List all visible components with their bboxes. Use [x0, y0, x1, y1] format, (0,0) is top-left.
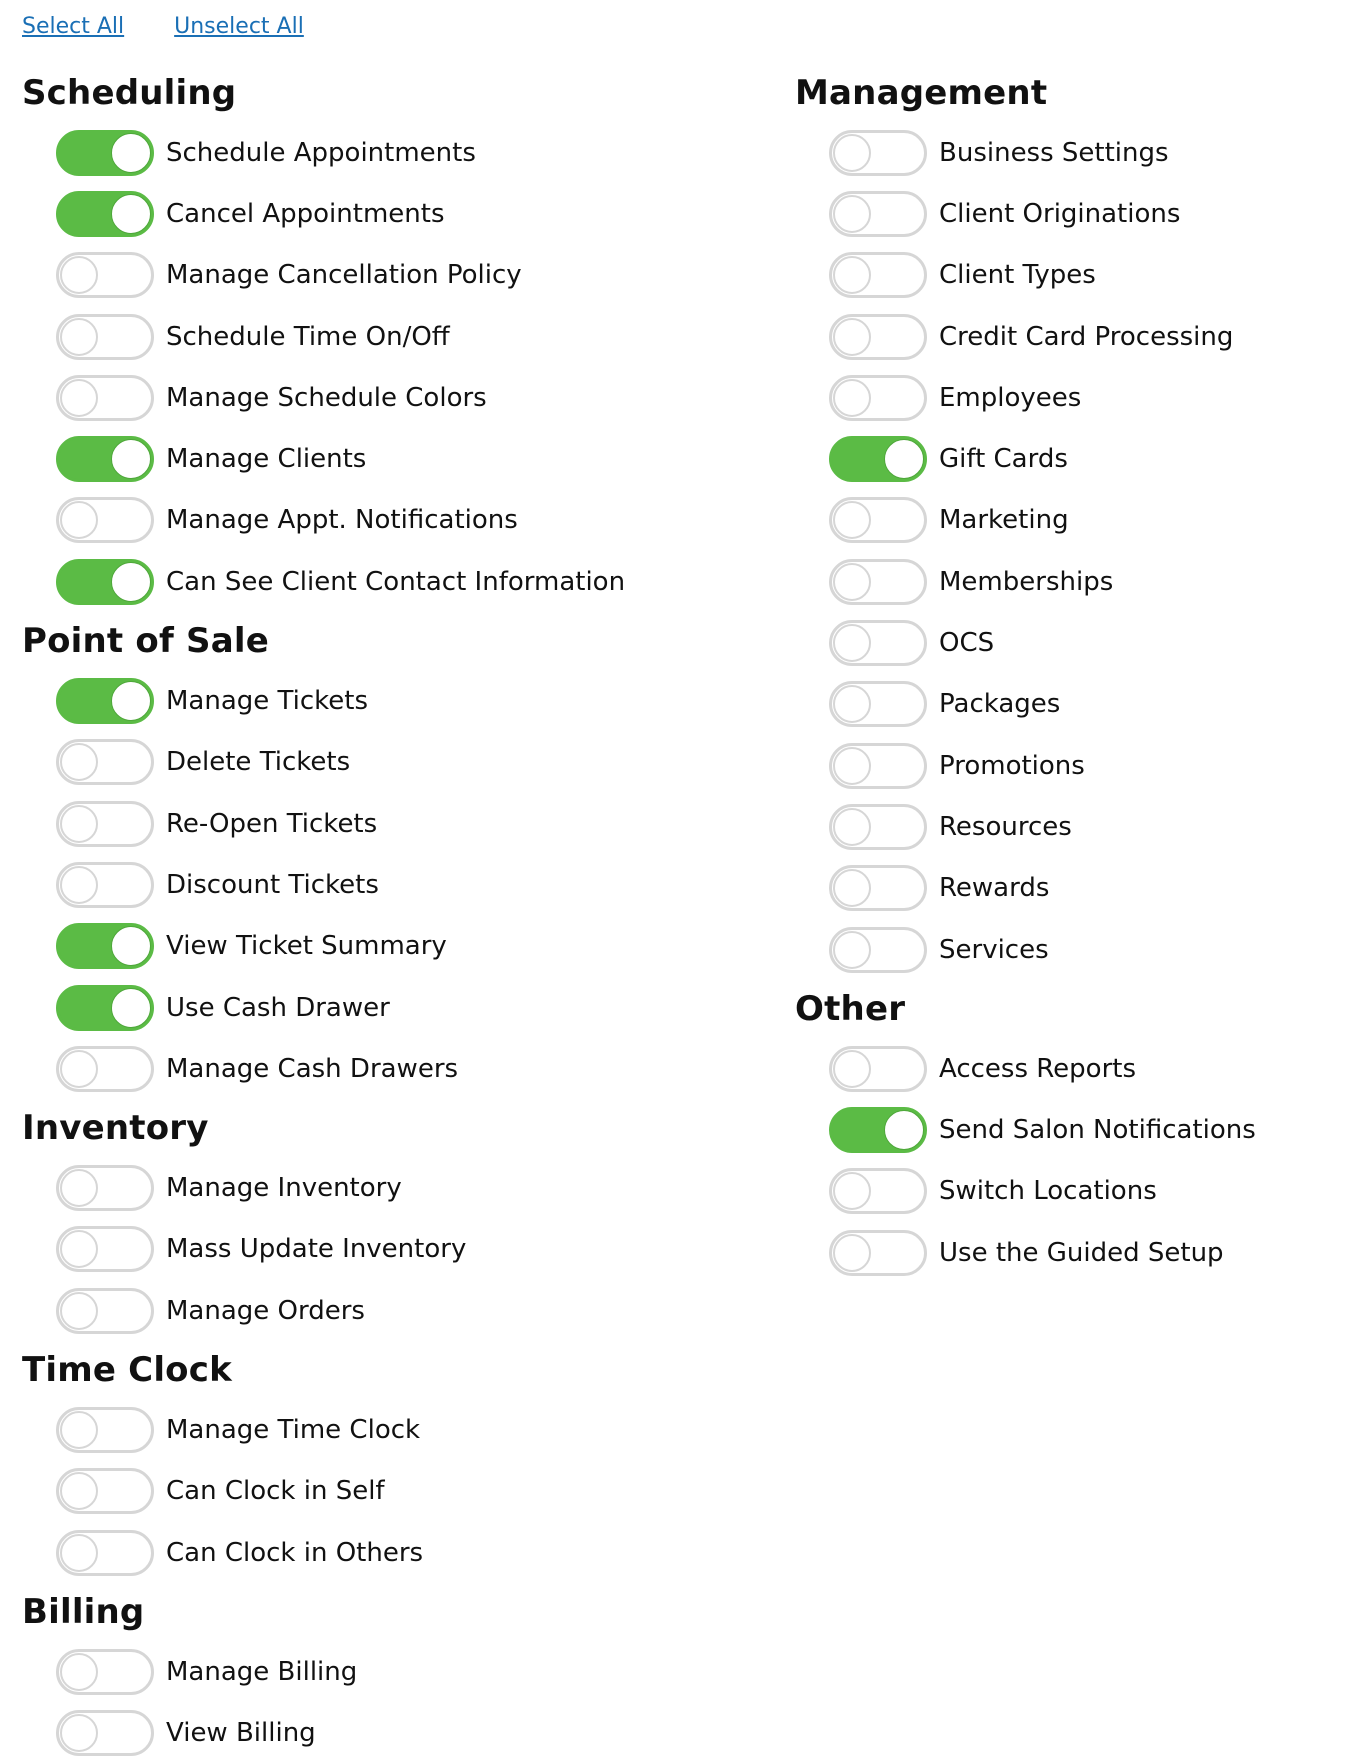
- toggle-knob: [833, 624, 871, 662]
- permission-row-manage-billing: [22, 1641, 762, 1702]
- toggle-switch[interactable]: [56, 130, 154, 176]
- permission-row-can-clock-in-others: [22, 1522, 762, 1583]
- permission-label: Resources: [939, 811, 1072, 842]
- permission-label: Send Salon Notifications: [939, 1115, 1256, 1146]
- permission-label: Promotions: [939, 750, 1085, 781]
- permission-row-ocs: [795, 612, 1355, 673]
- toggle-knob: [60, 1292, 98, 1330]
- toggle-knob: [833, 685, 871, 723]
- section-title: Scheduling: [22, 73, 237, 113]
- permission-row-manage-cancellation-policy: [22, 245, 762, 306]
- toggle-knob: [833, 379, 871, 417]
- toggle-knob: [60, 379, 98, 417]
- toggle-switch[interactable]: [56, 314, 154, 360]
- permission-row-manage-clients: [22, 428, 762, 489]
- toggle-knob: [833, 1172, 871, 1210]
- permission-row-re-open-tickets: [22, 793, 762, 854]
- section-title: Point of Sale: [22, 621, 269, 662]
- toggle-switch[interactable]: [829, 1168, 927, 1214]
- toggle-knob: [833, 931, 871, 969]
- toggle-switch[interactable]: [56, 678, 154, 724]
- permission-row-manage-inventory: [22, 1157, 762, 1218]
- permission-label: Manage Time Clock: [166, 1414, 421, 1445]
- permission-label: Schedule Appointments: [166, 137, 476, 168]
- permission-label: Manage Schedule Colors: [166, 382, 487, 413]
- permission-row-use-cash-drawer: [22, 977, 762, 1038]
- permission-row-employees: [795, 367, 1355, 428]
- toggle-switch[interactable]: [829, 252, 927, 298]
- toggle-knob: [60, 1714, 98, 1752]
- toggle-knob: [60, 318, 98, 356]
- permission-row-use-the-guided-setup: [795, 1222, 1355, 1283]
- toggle-switch[interactable]: [829, 559, 927, 605]
- permission-label: Re-Open Tickets: [166, 808, 378, 839]
- unselect-all-link[interactable]: Unselect All: [174, 14, 304, 39]
- toggle-knob: [833, 563, 871, 601]
- permission-row-rewards: [795, 858, 1355, 919]
- toggle-knob: [60, 1411, 98, 1449]
- permission-label: Services: [939, 934, 1049, 965]
- section-title: Billing: [22, 1592, 145, 1633]
- permission-label: Manage Billing: [166, 1656, 358, 1687]
- toggle-switch[interactable]: [56, 1165, 154, 1211]
- permission-label: Manage Orders: [166, 1295, 365, 1326]
- permission-label: Marketing: [939, 505, 1069, 536]
- toggle-knob: [112, 682, 150, 720]
- toggle-knob: [833, 747, 871, 785]
- permission-label: Delete Tickets: [166, 747, 351, 778]
- permission-row-manage-tickets: [22, 670, 762, 731]
- permission-row-schedule-time-on-off: [22, 306, 762, 367]
- toggle-switch[interactable]: [56, 801, 154, 847]
- toggle-switch[interactable]: [56, 436, 154, 482]
- toggle-knob: [60, 501, 98, 539]
- toggle-switch[interactable]: [829, 436, 927, 482]
- toggle-knob: [833, 808, 871, 846]
- toggle-knob: [60, 866, 98, 904]
- toggle-switch[interactable]: [56, 1046, 154, 1092]
- toggle-knob: [112, 989, 150, 1027]
- toggle-knob: [60, 1534, 98, 1572]
- section-time-clock: [22, 1341, 762, 1583]
- toggle-switch[interactable]: [56, 252, 154, 298]
- permission-label: Manage Tickets: [166, 686, 369, 717]
- permission-row-view-billing: [22, 1703, 762, 1764]
- toggle-switch[interactable]: [56, 862, 154, 908]
- permission-row-mass-update-inventory: [22, 1219, 762, 1280]
- toggle-knob: [112, 563, 150, 601]
- permission-row-discount-tickets: [22, 854, 762, 915]
- permission-label: Can See Client Contact Information: [166, 566, 626, 597]
- toggle-switch[interactable]: [829, 927, 927, 973]
- toggle-knob: [60, 743, 98, 781]
- toggle-switch[interactable]: [56, 1226, 154, 1272]
- toggle-knob: [60, 256, 98, 294]
- toggle-switch[interactable]: [829, 130, 927, 176]
- permission-row-marketing: [795, 490, 1355, 551]
- toggle-switch[interactable]: [829, 681, 927, 727]
- permission-label: Can Clock in Self: [166, 1476, 385, 1507]
- section-title: Other: [795, 989, 906, 1030]
- section-other: [795, 980, 1355, 1283]
- toggle-switch[interactable]: [829, 1107, 927, 1153]
- toggle-knob: [60, 805, 98, 843]
- toggle-switch[interactable]: [829, 375, 927, 421]
- section-billing: [22, 1583, 762, 1764]
- toggle-knob: [112, 440, 150, 478]
- toggle-knob: [112, 134, 150, 172]
- permission-row-promotions: [795, 735, 1355, 796]
- section-title: Time Clock: [22, 1350, 232, 1391]
- selection-links: [22, 12, 304, 42]
- toggle-switch[interactable]: [56, 1710, 154, 1756]
- permission-label: Schedule Time On/Off: [166, 321, 450, 352]
- permission-row-client-types: [795, 245, 1355, 306]
- toggle-switch[interactable]: [829, 1230, 927, 1276]
- permission-label: Cancel Appointments: [166, 198, 445, 229]
- toggle-knob: [885, 440, 923, 478]
- toggle-switch[interactable]: [56, 559, 154, 605]
- permission-label: Rewards: [939, 873, 1050, 904]
- permission-row-send-salon-notifications: [795, 1099, 1355, 1160]
- permission-row-schedule-appointments: [22, 122, 762, 183]
- toggle-switch[interactable]: [56, 1288, 154, 1334]
- toggle-knob: [833, 1050, 871, 1088]
- permission-label: Discount Tickets: [166, 869, 379, 900]
- permissions-column-right: [795, 64, 1355, 1283]
- toggle-knob: [60, 1653, 98, 1691]
- permission-row-access-reports: [795, 1038, 1355, 1099]
- toggle-switch[interactable]: [829, 191, 927, 237]
- toggle-switch[interactable]: [829, 497, 927, 543]
- permission-row-switch-locations: [795, 1161, 1355, 1222]
- permission-row-can-see-client-contact-information: [22, 551, 762, 612]
- permission-label: Manage Inventory: [166, 1173, 402, 1204]
- permission-row-memberships: [795, 551, 1355, 612]
- permission-row-can-clock-in-self: [22, 1461, 762, 1522]
- toggle-knob: [60, 1230, 98, 1268]
- toggle-switch[interactable]: [56, 191, 154, 237]
- toggle-knob: [833, 869, 871, 907]
- toggle-switch[interactable]: [829, 620, 927, 666]
- toggle-switch[interactable]: [56, 739, 154, 785]
- section-point-of-sale: [22, 612, 762, 1099]
- toggle-knob: [833, 134, 871, 172]
- toggle-switch[interactable]: [56, 1407, 154, 1453]
- permission-label: Can Clock in Others: [166, 1537, 424, 1568]
- permission-label: Business Settings: [939, 137, 1169, 168]
- select-all-link[interactable]: Select All: [22, 14, 125, 39]
- permission-label: Mass Update Inventory: [166, 1234, 467, 1265]
- toggle-switch[interactable]: [829, 743, 927, 789]
- toggle-switch[interactable]: [56, 1649, 154, 1695]
- toggle-switch[interactable]: [56, 985, 154, 1031]
- toggle-switch[interactable]: [56, 1530, 154, 1576]
- permission-row-client-originations: [795, 183, 1355, 244]
- permission-row-gift-cards: [795, 428, 1355, 489]
- toggle-knob: [60, 1169, 98, 1207]
- toggle-knob: [833, 195, 871, 233]
- permission-label: Memberships: [939, 566, 1114, 597]
- permission-label: Access Reports: [939, 1053, 1137, 1084]
- permission-row-manage-schedule-colors: [22, 367, 762, 428]
- section-management: [795, 64, 1355, 980]
- permission-label: Manage Appt. Notifications: [166, 505, 518, 536]
- permission-row-manage-time-clock: [22, 1399, 762, 1460]
- permission-label: Use the Guided Setup: [939, 1237, 1224, 1268]
- permission-label: Manage Cancellation Policy: [166, 260, 522, 291]
- toggle-knob: [112, 927, 150, 965]
- permission-row-resources: [795, 796, 1355, 857]
- toggle-knob: [833, 256, 871, 294]
- permission-label: Gift Cards: [939, 444, 1068, 475]
- toggle-switch[interactable]: [56, 497, 154, 543]
- permission-row-manage-orders: [22, 1280, 762, 1341]
- permission-row-business-settings: [795, 122, 1355, 183]
- permission-label: View Ticket Summary: [166, 931, 447, 962]
- section-title: Management: [795, 73, 1048, 113]
- permission-label: Client Originations: [939, 198, 1181, 229]
- section-inventory: [22, 1099, 762, 1341]
- permission-row-manage-cash-drawers: [22, 1038, 762, 1099]
- toggle-knob: [833, 1234, 871, 1272]
- toggle-switch[interactable]: [56, 923, 154, 969]
- permission-row-packages: [795, 674, 1355, 735]
- permission-row-services: [795, 919, 1355, 980]
- section-scheduling: [22, 64, 762, 612]
- toggle-switch[interactable]: [56, 375, 154, 421]
- toggle-knob: [60, 1472, 98, 1510]
- permission-label: Credit Card Processing: [939, 321, 1234, 352]
- permission-row-delete-tickets: [22, 732, 762, 793]
- toggle-knob: [60, 1050, 98, 1088]
- toggle-knob: [885, 1111, 923, 1149]
- toggle-knob: [112, 195, 150, 233]
- section-title: Inventory: [22, 1108, 209, 1149]
- toggle-switch[interactable]: [56, 1468, 154, 1514]
- permission-label: OCS: [939, 628, 995, 659]
- permissions-column-left: [22, 64, 762, 1764]
- permission-label: Manage Cash Drawers: [166, 1053, 459, 1084]
- toggle-knob: [833, 501, 871, 539]
- permission-label: Use Cash Drawer: [166, 992, 390, 1023]
- toggle-switch[interactable]: [829, 804, 927, 850]
- toggle-switch[interactable]: [829, 865, 927, 911]
- permission-row-manage-appt-notifications: [22, 490, 762, 551]
- permission-row-credit-card-processing: [795, 306, 1355, 367]
- toggle-switch[interactable]: [829, 314, 927, 360]
- permission-label: Manage Clients: [166, 444, 367, 475]
- toggle-knob: [833, 318, 871, 356]
- permission-label: Switch Locations: [939, 1176, 1157, 1207]
- permission-label: Employees: [939, 382, 1082, 413]
- permission-row-cancel-appointments: [22, 183, 762, 244]
- permission-label: Client Types: [939, 260, 1096, 291]
- toggle-switch[interactable]: [829, 1046, 927, 1092]
- permission-label: Packages: [939, 689, 1061, 720]
- permission-label: View Billing: [166, 1718, 316, 1749]
- permission-row-view-ticket-summary: [22, 916, 762, 977]
